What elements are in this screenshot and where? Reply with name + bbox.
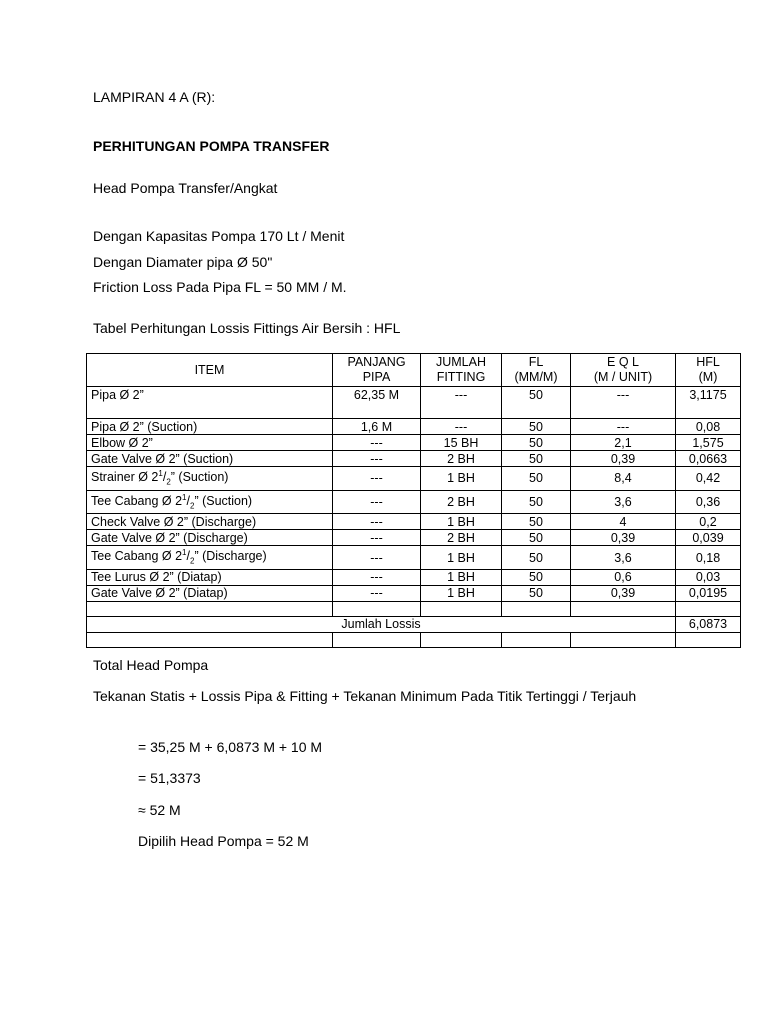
cell-eql: 4: [571, 514, 676, 530]
cell-eql: 3,6: [571, 490, 676, 514]
cell-fl: 50: [502, 585, 571, 601]
cell-hfl: 0,42: [676, 467, 741, 491]
cell-fl: 50: [502, 546, 571, 570]
table-row: [87, 569, 741, 585]
cell-jumlah: 1 BH: [421, 467, 502, 491]
cell-hfl: 0,03: [676, 569, 741, 585]
table-total-row: [87, 616, 741, 632]
cell-hfl: 0,08: [676, 419, 741, 435]
cell-panjang: ---: [333, 490, 421, 514]
table-row: [87, 467, 741, 491]
cell-hfl: 3,1175: [676, 387, 741, 419]
appendix-label: LAMPIRAN 4 A (R):: [93, 89, 216, 105]
header-jumlah: JUMLAH FITTING: [421, 354, 502, 387]
table-row: [87, 490, 741, 514]
cell-hfl: 1,575: [676, 435, 741, 451]
table-row: [87, 419, 741, 435]
cell-fl: 50: [502, 467, 571, 491]
cell-eql: 0,39: [571, 585, 676, 601]
cell-hfl: 0,36: [676, 490, 741, 514]
table-row-empty: [87, 632, 741, 647]
header-hfl: HFL (M): [676, 354, 741, 387]
header-eql: E Q L (M / UNIT): [571, 354, 676, 387]
table-row: [87, 546, 741, 570]
cell-fl: 50: [502, 451, 571, 467]
calc-formula: Tekanan Statis + Lossis Pipa & Fitting + Tekanan Minimum Pada Titik Tertinggi / Terjauh: [93, 688, 637, 704]
calc-step-2: = 51,3373: [138, 770, 201, 786]
cell-eql: ---: [571, 419, 676, 435]
cell-hfl: 0,0663: [676, 451, 741, 467]
cell-item: Tee Cabang Ø $2^1/_2$” (Discharge): [87, 546, 333, 570]
table-row: [87, 387, 741, 419]
cell-hfl: 0,039: [676, 530, 741, 546]
cell-jumlah: 15 BH: [421, 435, 502, 451]
cell-panjang: ---: [333, 530, 421, 546]
cell-item: Check Valve Ø 2” (Discharge): [87, 514, 333, 530]
cell-hfl: 0,18: [676, 546, 741, 570]
table-row: [87, 435, 741, 451]
cell-jumlah: ---: [421, 419, 502, 435]
cell-item: Gate Valve Ø 2” (Suction): [87, 451, 333, 467]
cell-jumlah: 2 BH: [421, 530, 502, 546]
cell-jumlah: ---: [421, 387, 502, 419]
cell-panjang: 62,35 M: [333, 387, 421, 419]
cell-item: Gate Valve Ø 2” (Diatap): [87, 585, 333, 601]
cell-hfl: 0,0195: [676, 585, 741, 601]
cell-item: Strainer Ø $2^1/_2$” (Suction): [87, 467, 333, 491]
cell-panjang: ---: [333, 569, 421, 585]
cell-panjang: ---: [333, 467, 421, 491]
table-header-row: [87, 354, 741, 387]
total-label: Jumlah Lossis: [87, 616, 676, 632]
cell-item: Gate Valve Ø 2” (Discharge): [87, 530, 333, 546]
friction-line: Friction Loss Pada Pipa FL = 50 MM / M.: [93, 279, 347, 295]
cell-jumlah: 2 BH: [421, 451, 502, 467]
cell-panjang: ---: [333, 435, 421, 451]
cell-fl: 50: [502, 419, 571, 435]
table-row: [87, 530, 741, 546]
cell-jumlah: 1 BH: [421, 585, 502, 601]
cell-fl: 50: [502, 514, 571, 530]
subtitle: Head Pompa Transfer/Angkat: [93, 180, 278, 196]
total-value: 6,0873: [676, 616, 741, 632]
cell-fl: 50: [502, 569, 571, 585]
page-title: PERHITUNGAN POMPA TRANSFER: [93, 138, 330, 154]
cell-item: Elbow Ø 2”: [87, 435, 333, 451]
cell-fl: 50: [502, 530, 571, 546]
calc-result: Dipilih Head Pompa = 52 M: [138, 833, 309, 849]
cell-eql: 3,6: [571, 546, 676, 570]
cell-jumlah: 1 BH: [421, 514, 502, 530]
table-caption: Tabel Perhitungan Lossis Fittings Air Bersih : HFL: [93, 320, 401, 336]
cell-jumlah: 2 BH: [421, 490, 502, 514]
table-row: [87, 514, 741, 530]
cell-panjang: 1,6 M: [333, 419, 421, 435]
cell-item: Tee Cabang Ø $2^1/_2$” (Suction): [87, 490, 333, 514]
header-panjang: PANJANG PIPA: [333, 354, 421, 387]
cell-eql: 8,4: [571, 467, 676, 491]
cell-item: Pipa Ø 2” (Suction): [87, 419, 333, 435]
cell-panjang: ---: [333, 451, 421, 467]
cell-hfl: 0,2: [676, 514, 741, 530]
capacity-line: Dengan Kapasitas Pompa 170 Lt / Menit: [93, 228, 345, 244]
cell-jumlah: 1 BH: [421, 546, 502, 570]
cell-eql: ---: [571, 387, 676, 419]
cell-eql: 2,1: [571, 435, 676, 451]
header-fl: FL (MM/M): [502, 354, 571, 387]
cell-eql: 0,6: [571, 569, 676, 585]
table-row: [87, 585, 741, 601]
table-row-empty: [87, 601, 741, 616]
cell-panjang: ---: [333, 514, 421, 530]
calc-step-3: ≈ 52 M: [138, 802, 181, 818]
cell-fl: 50: [502, 387, 571, 419]
cell-panjang: ---: [333, 546, 421, 570]
hfl-table: [86, 353, 741, 648]
cell-eql: 0,39: [571, 530, 676, 546]
header-item: ITEM: [87, 354, 333, 387]
calc-heading: Total Head Pompa: [93, 657, 209, 673]
cell-fl: 50: [502, 435, 571, 451]
cell-item: Pipa Ø 2”: [87, 387, 333, 419]
cell-item: Tee Lurus Ø 2” (Diatap): [87, 569, 333, 585]
table-row: [87, 451, 741, 467]
cell-jumlah: 1 BH: [421, 569, 502, 585]
cell-fl: 50: [502, 490, 571, 514]
diameter-line: Dengan Diamater pipa Ø 50": [93, 254, 273, 270]
cell-panjang: ---: [333, 585, 421, 601]
cell-eql: 0,39: [571, 451, 676, 467]
calc-step-1: = 35,25 M + 6,0873 M + 10 M: [138, 739, 323, 755]
